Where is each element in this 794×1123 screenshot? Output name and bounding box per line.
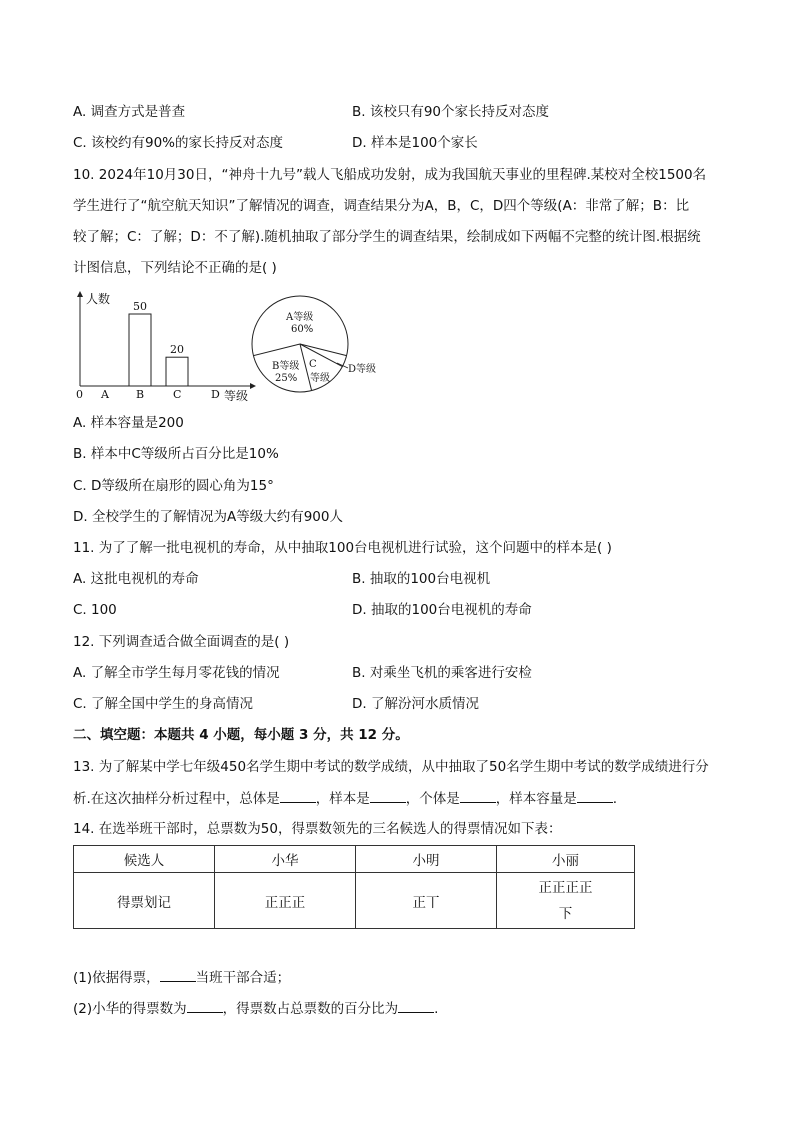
pie-a-value: 60% (291, 324, 314, 335)
q10-option-c: C. D等级所在扇形的圆心角为15° (73, 478, 274, 494)
q14-sub1-text-b: 当班干部合适； (195, 970, 291, 986)
q13-text-b: ，样本是 (315, 791, 370, 807)
bar-mark-group (129, 300, 188, 386)
pie-a-label: A等级 (286, 312, 314, 323)
q13-line-2 (73, 788, 617, 809)
tally-xiaoli (497, 873, 635, 929)
q12-option-a: A. 了解全市学生每月零花钱的情况 (73, 665, 280, 681)
bar-y-axis-arrow (77, 291, 83, 297)
q14-sub1-text-a: (1)依据得票， (73, 970, 160, 986)
q10-statistics-figure (72, 290, 392, 405)
q10-option-b: B. 样本中C等级所占百分比是10% (73, 446, 279, 462)
q14-sub2-text-a: (2)小华的得票数为 (73, 1001, 187, 1017)
bar-tick-label-d: D (211, 388, 220, 401)
q10-stem-line-2: 学生进行了“航空航天知识”了解情况的调查，调查结果分为A，B，C，D四个等级(A：非常了解；B：比 (73, 198, 690, 214)
tally-xiaoli-line-1: 正正正正 (538, 879, 593, 896)
q10-option-d: D. 全校学生的了解情况为A等级大约有900人 (73, 509, 343, 525)
bar-c (166, 357, 188, 386)
pie-b-label: B等级 (272, 361, 300, 372)
table-row (74, 873, 635, 929)
q9-option-d: D. 样本是100个家长 (352, 135, 478, 151)
q9-option-c: C. 该校约有90%的家长持反对态度 (73, 135, 284, 151)
q14-sub-1 (73, 967, 290, 988)
pie-mark-group (252, 296, 348, 392)
q13-blank-sample[interactable] (370, 788, 406, 803)
q10-stem-line-4: 计图信息，下列结论不正确的是( ) (73, 260, 277, 276)
q13-line-1: 13. 为了解某中学七年级450名学生期中考试的数学成绩，从中抽取了50名学生期中考试的数学成绩进行分 (73, 759, 709, 775)
q11-option-b: B. 抽取的100台电视机 (352, 571, 491, 587)
pie-c-letter: C (309, 359, 317, 370)
bar-data-label-b: 50 (133, 300, 147, 313)
q11-option-d: D. 抽取的100台电视机的寿命 (352, 602, 532, 618)
q10-stem-line-1: 10. 2024年10月30日，“神舟十九号”载人飞船成功发射，成为我国航天事业的里程碑.某校对全校1500名 (73, 167, 707, 183)
q14-sub-2 (73, 998, 438, 1019)
header-xiaohua: 小华 (215, 846, 356, 873)
q13-text-e: . (612, 791, 618, 807)
q14-stem: 14. 在选举班干部时，总票数为50，得票数领先的三名候选人的得票情况如下表： (73, 821, 562, 837)
pie-d-label: D等级 (348, 364, 377, 375)
header-xiaoli: 小丽 (497, 846, 635, 873)
q13-text-d: ，样本容量是 (495, 791, 577, 807)
q10-option-a: A. 样本容量是200 (73, 415, 184, 431)
q14-blank-votes[interactable] (187, 998, 223, 1013)
q9-option-a: A. 调查方式是普查 (73, 104, 186, 120)
row-label: 得票划记 (74, 873, 215, 929)
table-header-row (74, 846, 635, 873)
q14-sub2-text-c: . (434, 1001, 439, 1017)
q9-option-b: B. 该校只有90个家长持反对态度 (352, 104, 550, 120)
q13-text-a: 析.在这次抽样分析过程中，总体是 (73, 791, 280, 807)
bar-data-label-c: 20 (170, 343, 184, 357)
bar-y-label: 人数 (86, 292, 111, 306)
bar-x-label: 等级 (224, 389, 249, 403)
pie-c-word: 等级 (310, 373, 330, 384)
q12-option-c: C. 了解全国中学生的身高情况 (73, 696, 254, 712)
q11-option-a: A. 这批电视机的寿命 (73, 571, 199, 587)
q13-blank-individual[interactable] (460, 788, 496, 803)
bar-tick-label-c: C (173, 388, 182, 401)
q13-blank-population[interactable] (280, 788, 316, 803)
section-2-heading: 二、填空题：本题共 4 小题，每小题 3 分，共 12 分。 (73, 727, 409, 743)
q12-option-b: B. 对乘坐飞机的乘客进行安检 (352, 665, 532, 681)
bar-tick-group (100, 388, 220, 401)
q14-blank-candidate[interactable] (160, 967, 196, 982)
tally-xiaoli-line-2: 下 (558, 905, 573, 922)
bar-origin-label: 0 (76, 388, 83, 401)
tally-xiaoming: 正丅 (356, 873, 497, 929)
q13-text-c: ，个体是 (405, 791, 460, 807)
q12-stem: 12. 下列调查适合做全面调查的是( ) (73, 634, 290, 650)
bar-tick-label-a: A (101, 388, 109, 401)
q10-stem-line-3: 较了解；C：了解；D：不了解).随机抽取了部分学生的调查结果，绘制成如下两幅不完整的统计图.根据统 (73, 229, 701, 245)
q13-blank-sample-size[interactable] (577, 788, 613, 803)
bar-b (129, 314, 151, 386)
header-candidate: 候选人 (74, 846, 215, 873)
bar-x-axis-arrow (250, 383, 256, 389)
q14-sub2-text-b: ，得票数占总票数的百分比为 (222, 1001, 399, 1017)
vote-table (73, 845, 635, 929)
bar-tick-label-b: B (136, 388, 145, 401)
header-xiaoming: 小明 (356, 846, 497, 873)
pie-b-value: 25% (275, 373, 298, 384)
q14-blank-percentage[interactable] (398, 998, 434, 1013)
q11-option-c: C. 100 (73, 602, 117, 618)
q11-stem: 11. 为了了解一批电视机的寿命，从中抽取100台电视机进行试验，这个问题中的样本是( ) (73, 540, 612, 556)
q12-option-d: D. 了解汾河水质情况 (352, 696, 479, 712)
tally-xiaohua: 正正正 (215, 873, 356, 929)
